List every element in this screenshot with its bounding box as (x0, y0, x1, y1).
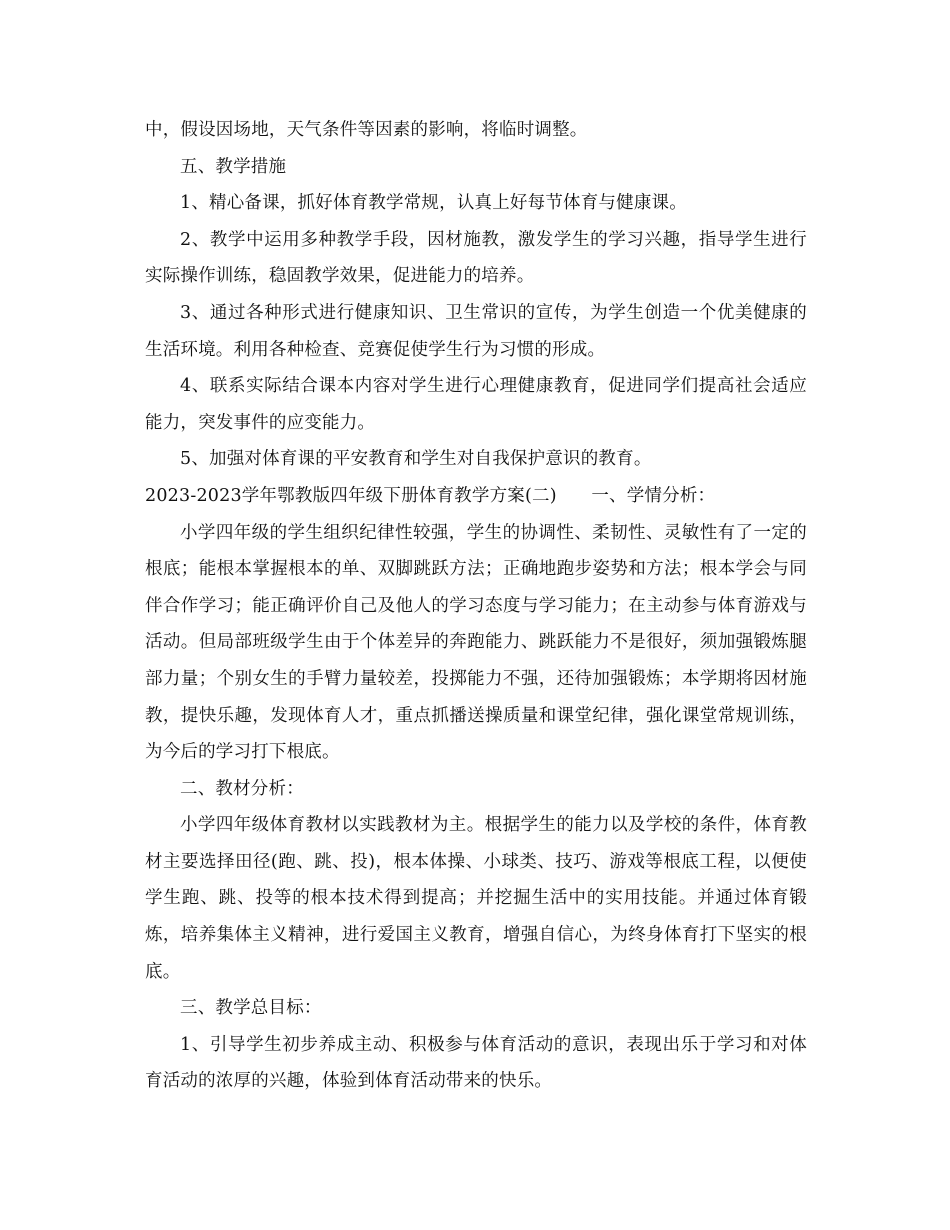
paragraph-intro-continuation: 中，假设因场地，天气条件等因素的影响，将临时调整。 (145, 120, 588, 140)
paragraph-material-analysis: 小学四年级体育教材以实践教材为主。根据学生的能力以及学校的条件，体育教材主要选择田径(跑、跳、投)，根本体操、小球类、技巧、游戏等根底工程，以便使学生跑、跳、投等的根本技术得到提高；并挖掘生活中的实用技能。并通过体育锻炼，培养集体主义精神，进行爱国主义教育，增强自信心，为终身体育打下坚实的根底。 (145, 815, 807, 982)
document-page (145, 112, 807, 1100)
measure-item-5: 5、加强对体育课的平安教育和学生对自我保护意识的教育。 (180, 449, 652, 470)
heading-material-analysis: 二、教材分析： (180, 778, 304, 799)
measure-item-2: 2、教学中运用多种教学手段，因材施教，激发学生的学习兴趣，指导学生进行实际操作训练，稳固教学效果，促进能力的培养。 (145, 229, 807, 287)
measure-item-4: 4、联系实际结合课本内容对学生进行心理健康教育，促进同学们提高社会适应能力，突发事件的应变能力。 (145, 376, 807, 433)
paragraph-student-analysis: 小学四年级的学生组织纪律性较强，学生的协调性、柔韧性、灵敏性有了一定的根底；能根本掌握根本的单、双脚跳跃方法；正确地跑步姿势和方法；根本学会与同伴合作学习；能正确评价自己及他人的学习态度与学习能力；在主动参与体育游戏与活动。但局部班级学生由于个体差异的奔跑能力、跳跃能力不是很好，须加强锻炼腿部力量；个别女生的手臂力量较差，投掷能力不强，还待加强锻炼；本学期将因材施教，提快乐趣，发现体育人才，重点抓播送操质量和课堂纪律，强化课堂常规训练，为今后的学习打下根底。 (145, 522, 807, 763)
measure-item-3: 3、通过各种形式进行健康知识、卫生常识的宣传，为学生创造一个优美健康的生活环境。利用各种检查、竞赛促使学生行为习惯的形成。 (145, 302, 807, 360)
document-title-plan-two: 2023-2023学年鄂教版四年级下册体育教学方案(二) 一、学情分析： (145, 485, 716, 506)
measure-item-1: 1、精心备课，抓好体育教学常规，认真上好每节体育与健康课。 (180, 193, 687, 214)
heading-teaching-measures: 五、教学措施 (180, 156, 287, 177)
heading-overall-goals: 三、教学总目标： (180, 998, 322, 1019)
goal-item-1: 1、引导学生初步养成主动、积极参与体育活动的意识，表现出乐于学习和对体育活动的浓厚的兴趣，体验到体育活动带来的快乐。 (145, 1034, 807, 1092)
